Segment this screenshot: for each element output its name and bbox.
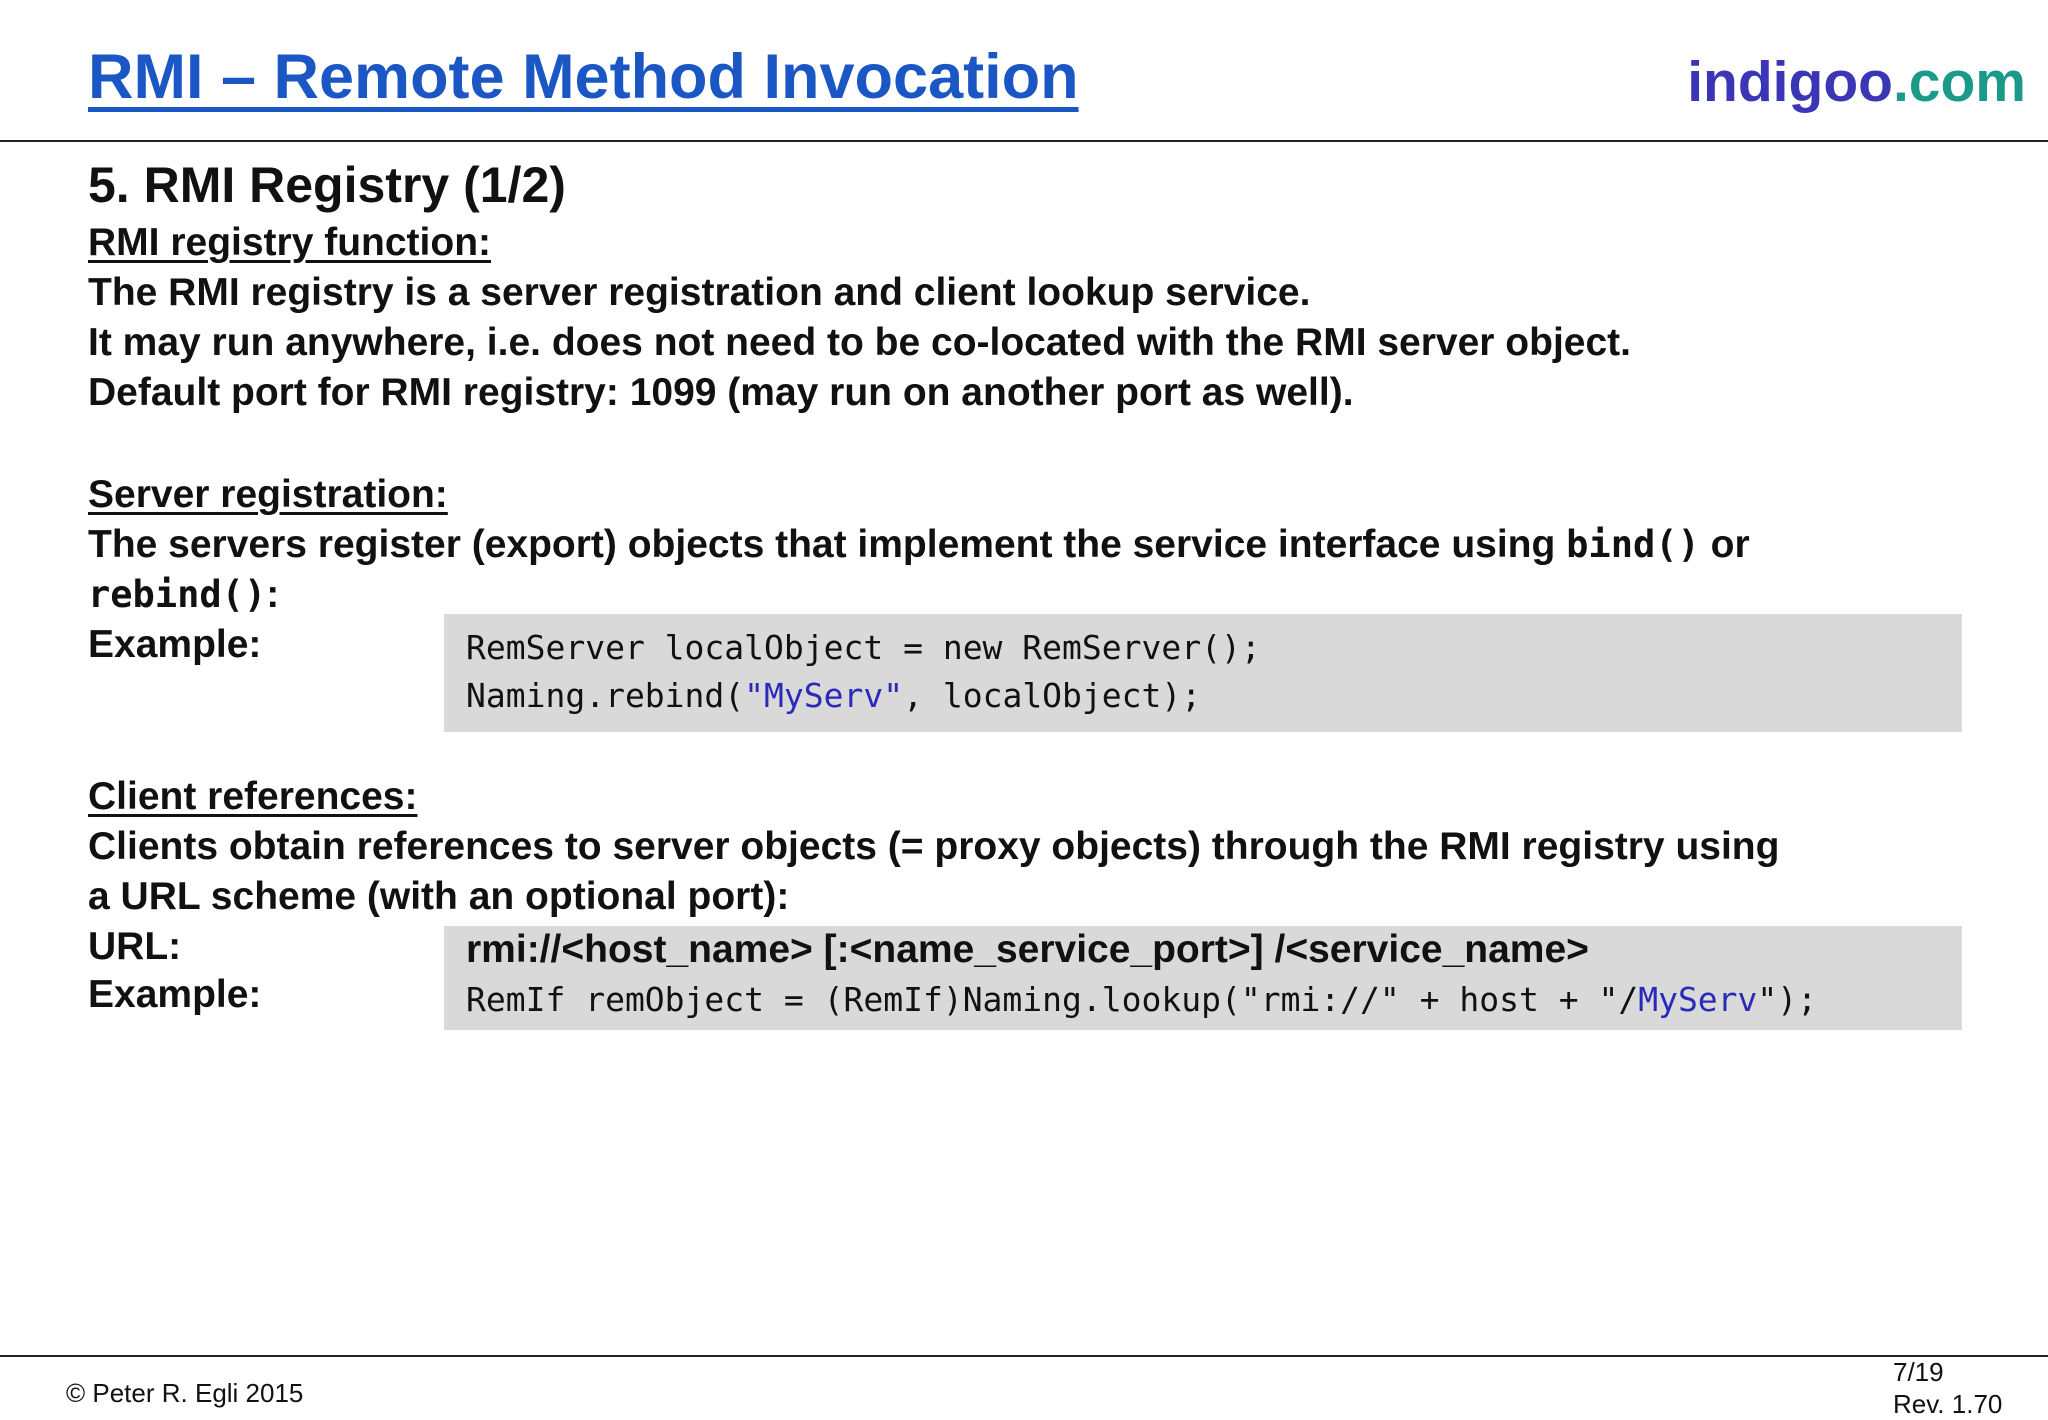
- server-registration-text: [88, 520, 1750, 570]
- client-code-line: [466, 976, 1817, 1024]
- revision: Rev. 1.70: [1893, 1389, 2003, 1419]
- brand-domain: .com: [1892, 50, 2026, 114]
- url-label: URL:: [88, 925, 182, 968]
- server-code-line-2-prefix: Naming.rebind(: [466, 676, 745, 715]
- registry-function-line-1: The RMI registry is a server registration and client lookup service.: [88, 271, 1311, 314]
- client-references-line-2: a URL scheme (with an optional port):: [88, 875, 790, 918]
- client-references-heading: Client references:: [88, 775, 418, 818]
- client-code-block: [444, 926, 1962, 1030]
- server-code-string: "MyServ": [744, 676, 904, 715]
- registry-function-line-3: Default port for RMI registry: 1099 (may run on another port as well).: [88, 371, 1354, 414]
- footer-divider: [0, 1355, 2048, 1357]
- server-registration-text-before: The servers register (export) objects that implement the service interface using: [88, 523, 1567, 566]
- registry-function-line-2: It may run anywhere, i.e. does not need to be co-located with the RMI server object.: [88, 321, 1631, 364]
- client-references-line-1: Clients obtain references to server objects (= proxy objects) through the RMI registry using: [88, 825, 1780, 868]
- rebind-call: rebind(): [88, 573, 267, 616]
- copyright: © Peter R. Egli 2015: [66, 1378, 304, 1408]
- server-code-line-2-suffix: , localObject);: [903, 676, 1202, 715]
- header-divider: [0, 140, 2048, 142]
- slide-title: RMI – Remote Method Invocation: [88, 42, 1079, 112]
- registry-function-heading: RMI registry function:: [88, 221, 492, 264]
- brand-logo: [1687, 48, 2026, 116]
- server-code-block: [444, 614, 1962, 732]
- client-code-suffix: ");: [1757, 980, 1818, 1019]
- url-scheme: rmi://<host_name> [:<name_service_port>] /<service_name>: [466, 928, 1589, 971]
- section-heading: 5. RMI Registry (1/2): [88, 157, 566, 213]
- client-code-prefix: RemIf remObject = (RemIf)Naming.lookup("rmi://" + host + "/: [466, 980, 1639, 1019]
- server-example-label: Example:: [88, 623, 262, 666]
- bind-call: bind(): [1566, 523, 1700, 566]
- server-registration-text-2: [88, 570, 279, 620]
- page-number: 7/19: [1893, 1357, 1944, 1387]
- client-code-string: MyServ: [1638, 980, 1758, 1019]
- server-code-line-1: RemServer localObject = new RemServer();: [466, 628, 1261, 667]
- server-code-line-2: [466, 672, 1201, 720]
- server-registration-or: or: [1699, 523, 1750, 566]
- server-registration-colon: :: [266, 573, 280, 616]
- page-info: [1893, 1356, 2002, 1420]
- client-example-label: Example:: [88, 973, 262, 1016]
- server-registration-heading: Server registration:: [88, 473, 448, 516]
- brand-name: indigoo: [1687, 50, 1893, 114]
